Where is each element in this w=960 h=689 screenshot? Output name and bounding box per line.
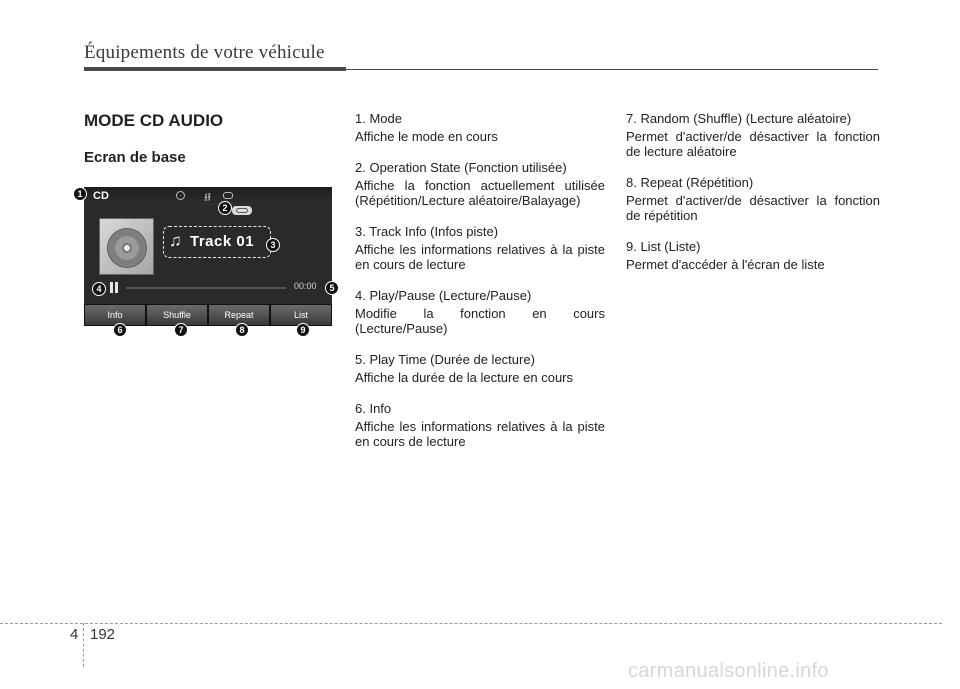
item-description: Permet d'activer/de désactiver la fonction de répétition bbox=[626, 193, 880, 223]
list-item bbox=[626, 111, 880, 159]
list-item bbox=[355, 224, 605, 272]
page-header-title: Équipements de votre véhicule bbox=[84, 42, 325, 63]
repeat-button[interactable]: Repeat bbox=[209, 305, 269, 325]
play-time: 00:00 bbox=[294, 281, 317, 291]
page-number: 192 bbox=[90, 626, 116, 643]
item-title: 7. Random (Shuffle) (Lecture aléatoire) bbox=[626, 111, 852, 126]
item-title: 3. Track Info (Infos piste) bbox=[355, 224, 499, 239]
music-note-icon: ♫ bbox=[169, 231, 182, 250]
section-title: MODE CD AUDIO bbox=[84, 111, 224, 130]
list-item bbox=[626, 175, 880, 223]
mode-label: CD bbox=[93, 190, 109, 202]
item-description: Permet d'activer/de désactiver la fonction de lecture aléatoire bbox=[626, 129, 880, 159]
callout-9: 9 bbox=[296, 323, 310, 337]
aux-icon bbox=[223, 192, 233, 199]
pause-icon[interactable] bbox=[110, 282, 119, 293]
usb-icon: ⭿ bbox=[204, 192, 212, 204]
list-item bbox=[355, 160, 605, 208]
item-title: 4. Play/Pause (Lecture/Pause) bbox=[355, 288, 532, 303]
status-bar bbox=[84, 187, 332, 205]
chapter-number: 4 bbox=[70, 626, 79, 643]
description-column-right bbox=[626, 111, 880, 288]
callout-5: 5 bbox=[325, 281, 339, 295]
list-item bbox=[355, 111, 605, 144]
track-info-box bbox=[163, 226, 271, 258]
info-button[interactable]: Info bbox=[85, 305, 145, 325]
footer-rule bbox=[0, 623, 942, 624]
item-description: Affiche les informations relatives à la piste en cours de lecture bbox=[355, 242, 605, 272]
watermark: carmanualsonline.info bbox=[628, 660, 829, 682]
callout-7: 7 bbox=[174, 323, 188, 337]
item-description: Affiche les informations relatives à la piste en cours de lecture bbox=[355, 419, 605, 449]
item-description: Permet d'accéder à l'écran de liste bbox=[626, 257, 825, 272]
item-title: 5. Play Time (Durée de lecture) bbox=[355, 352, 535, 367]
footer-divider bbox=[83, 623, 84, 667]
album-art bbox=[99, 218, 154, 275]
callout-4: 4 bbox=[92, 282, 106, 296]
callout-8: 8 bbox=[235, 323, 249, 337]
list-button[interactable]: List bbox=[271, 305, 331, 325]
section-subtitle: Ecran de base bbox=[84, 149, 186, 166]
progress-bar bbox=[126, 287, 286, 289]
callout-3: 3 bbox=[266, 238, 280, 252]
item-description: Modifie la fonction en cours (Lecture/Pause) bbox=[355, 306, 605, 336]
callout-2: 2 bbox=[218, 201, 232, 215]
item-description: Affiche le mode en cours bbox=[355, 129, 498, 144]
list-item bbox=[355, 288, 605, 336]
item-description: Affiche la fonction actuellement utilisée (Répétition/Lecture aléatoire/Balayage) bbox=[355, 178, 605, 208]
item-description: Affiche la durée de la lecture en cours bbox=[355, 370, 574, 385]
list-item bbox=[626, 239, 880, 272]
list-item bbox=[355, 352, 605, 385]
disc-icon bbox=[176, 191, 185, 200]
item-title: 9. List (Liste) bbox=[626, 239, 701, 254]
list-item bbox=[355, 401, 605, 449]
description-column-middle bbox=[355, 111, 605, 465]
callout-1: 1 bbox=[73, 187, 87, 201]
track-name: Track 01 bbox=[190, 233, 255, 250]
callout-6: 6 bbox=[113, 323, 127, 337]
repeat-state-icon bbox=[232, 206, 252, 215]
header-rule bbox=[84, 67, 346, 71]
item-title: 6. Info bbox=[355, 401, 392, 416]
item-title: 8. Repeat (Répétition) bbox=[626, 175, 754, 190]
item-title: 2. Operation State (Fonction utilisée) bbox=[355, 160, 567, 175]
cd-display-screen bbox=[84, 187, 332, 326]
shuffle-button[interactable]: Shuffle bbox=[147, 305, 207, 325]
item-title: 1. Mode bbox=[355, 111, 402, 126]
header-rule-thin bbox=[346, 69, 878, 70]
cd-disc-icon bbox=[107, 228, 147, 268]
